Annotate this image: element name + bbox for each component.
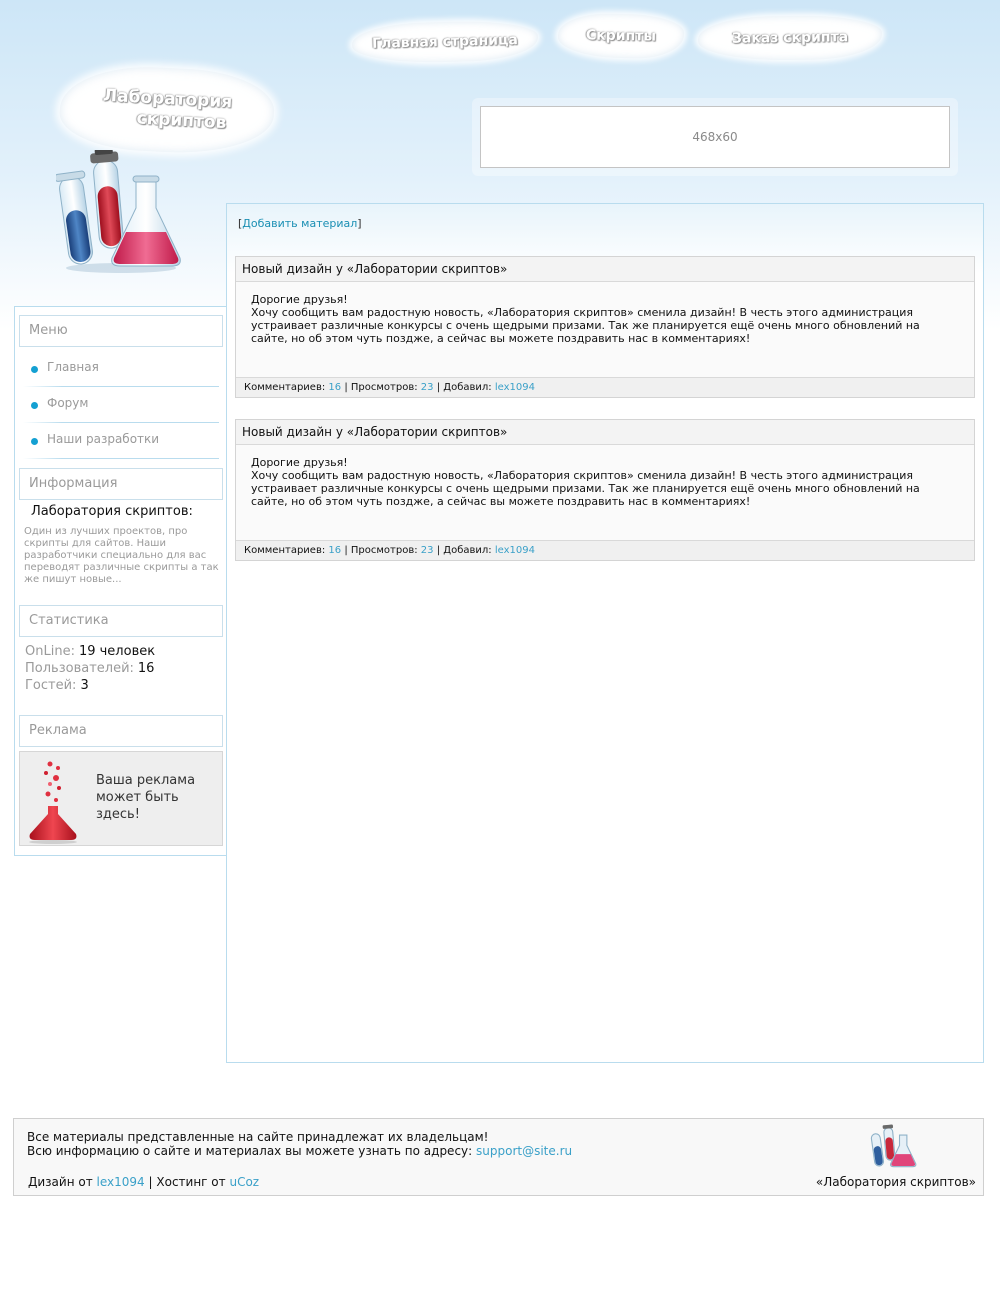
news-post — [235, 419, 975, 561]
post-text: Хочу сообщить вам радостную новость, «Лаборатория скриптов» сменила дизайн! В честь этого администрация устраивает различные конкурсы с очень щедрыми призами. Так же планируется ещё очень много обновлений на сайте, но об этом чуть поздже, а сейчас вы можете поздравить нас в комментариях! — [251, 469, 920, 508]
nav-home-button[interactable]: Главная страница — [352, 20, 539, 65]
post-body — [236, 445, 974, 540]
info-title: Информация — [19, 468, 223, 500]
post-body — [236, 282, 974, 377]
main-content — [226, 203, 984, 1063]
bullet-icon — [31, 402, 38, 409]
sidebar-item-forum[interactable] — [15, 387, 219, 423]
post-greeting: Дорогие друзья! — [251, 456, 348, 469]
divider — [23, 458, 219, 459]
banner-468x60[interactable] — [480, 106, 950, 168]
meta-separator: | — [436, 545, 441, 556]
flasks-footer-icon — [869, 1124, 919, 1170]
stat-online — [25, 644, 155, 659]
post-title[interactable]: Новый дизайн у «Лаборатории скриптов» — [236, 257, 974, 282]
add-material-link[interactable]: Добавить материал — [242, 217, 358, 230]
meta-separator: | — [344, 382, 348, 393]
flask-bubbles-icon — [26, 758, 82, 844]
author-link[interactable]: lex1094 — [494, 382, 535, 393]
bullet-icon — [31, 438, 38, 445]
stat-value: 16 — [137, 661, 155, 676]
stats-title: Статистика — [19, 605, 223, 637]
bullet-icon — [31, 366, 38, 373]
sidebar-item-home[interactable] — [15, 351, 219, 387]
stat-label: OnLine: — [25, 644, 75, 659]
comments-label: Комментариев: — [244, 545, 326, 556]
flasks-logo-icon — [56, 150, 186, 275]
meta-separator: | — [436, 382, 441, 393]
info-text: Один из лучших проектов, про скрипты для сайтов. Наши разработчики специально для вас переводят различные скрипты а так же пишут новые... — [24, 526, 219, 585]
author-label: Добавил: — [443, 545, 492, 556]
footer-site-name: «Лаборатория скриптов» — [815, 1175, 976, 1189]
views-label: Просмотров: — [350, 545, 418, 556]
design-prefix: Дизайн от — [28, 1175, 93, 1189]
stat-value: 19 человек — [78, 644, 156, 659]
stat-guests — [25, 678, 89, 693]
ad-text: Ваша реклама может быть здесь! — [96, 773, 196, 822]
sidebar — [14, 306, 227, 856]
footer-contact-text: Всю информацию о сайте и материалах вы можете узнать по адресу: — [27, 1144, 473, 1158]
bracket-open: [ — [238, 217, 243, 230]
add-material — [238, 217, 362, 230]
post-title[interactable]: Новый дизайн у «Лаборатории скриптов» — [236, 420, 974, 445]
footer — [13, 1118, 984, 1196]
post-text: Хочу сообщить вам радостную новость, «Лаборатория скриптов» сменила дизайн! В честь этого администрация устраивает различные конкурсы с очень щедрыми призами. Так же планируется ещё очень много обновлений на сайте, но об этом чуть поздже, а сейчас вы можете поздравить нас в комментариях! — [251, 306, 920, 345]
banner-size-label: 468x60 — [692, 130, 738, 144]
bracket-close: ] — [357, 217, 362, 230]
menu-title: Меню — [19, 315, 223, 347]
footer-contact — [27, 1144, 572, 1158]
views-count: 23 — [420, 382, 434, 393]
info-heading: Лаборатория скриптов: — [31, 504, 193, 519]
logo-line-1: Лаборатория — [102, 85, 233, 113]
logo-line-2: скриптов — [136, 108, 227, 134]
designer-link[interactable]: lex1094 — [96, 1175, 145, 1189]
author-link[interactable]: lex1094 — [494, 545, 535, 556]
nav-order-script-button[interactable]: Заказ скрипта — [698, 15, 883, 62]
stat-users — [25, 661, 154, 676]
comments-label: Комментариев: — [244, 382, 326, 393]
views-count: 23 — [420, 545, 434, 556]
news-post — [235, 256, 975, 398]
views-label: Просмотров: — [350, 382, 418, 393]
comments-count-link[interactable]: 16 — [328, 545, 342, 556]
sidebar-item-label: Форум — [47, 396, 89, 410]
author-label: Добавил: — [443, 382, 492, 393]
sidebar-item-label: Наши разработки — [47, 432, 160, 446]
host-link[interactable]: uCoz — [229, 1175, 260, 1189]
ads-title: Реклама — [19, 715, 223, 747]
ad-block[interactable] — [19, 751, 223, 846]
meta-separator: | — [344, 545, 348, 556]
post-greeting: Дорогие друзья! — [251, 293, 348, 306]
sidebar-item-our-developments[interactable] — [15, 423, 219, 459]
stat-value: 3 — [80, 678, 89, 693]
comments-count-link[interactable]: 16 — [328, 382, 342, 393]
footer-credits — [28, 1175, 259, 1189]
footer-email-link[interactable]: support@site.ru — [476, 1144, 573, 1158]
footer-separator: | — [148, 1175, 153, 1189]
hosting-prefix: Хостинг от — [156, 1175, 226, 1189]
nav-scripts-button[interactable]: Скрипты — [558, 13, 685, 59]
stat-label: Пользователей: — [25, 661, 134, 676]
sidebar-item-label: Главная — [47, 360, 99, 374]
stat-label: Гостей: — [25, 678, 77, 693]
footer-copyright: Все материалы представленные на сайте принадлежат их владельцам! — [27, 1130, 489, 1144]
post-meta — [236, 377, 974, 397]
site-logo-text[interactable] — [58, 62, 276, 157]
post-meta — [236, 540, 974, 560]
